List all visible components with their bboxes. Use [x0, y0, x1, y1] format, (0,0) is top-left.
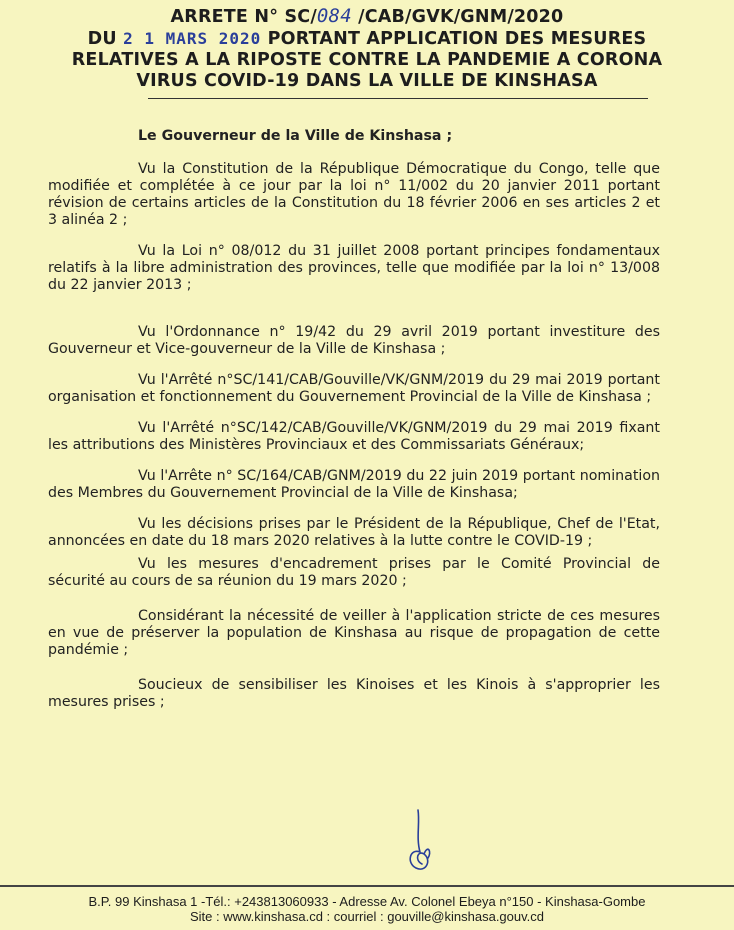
footer-address: B.P. 99 Kinshasa 1 -Tél.: +243813060933 - Adresse Av. Colonel Ebeya n°150 - Kinshasa-Gombe [88, 894, 646, 909]
title-reference: /CAB/GVK/GNM/2020 [351, 7, 564, 27]
paragraph-arrete-141: Vu l'Arrêté n°SC/141/CAB/Gouville/VK/GNM/2019 du 29 mai 2019 portant organisation et fonctionnement du Gouvernement Provincial de la Ville de Kinshasa ; [48, 372, 660, 405]
date-stamp: 2 1 MARS 2020 [123, 29, 262, 48]
title-prefix: ARRETE N° SC/ [170, 7, 317, 27]
title-portant: PORTANT APPLICATION DES MESURES [261, 29, 647, 49]
paragraph-decisions-president: Vu les décisions prises par le Président de la République, Chef de l'Etat, annoncées en date du 18 mars 2020 relatives à la lutte contre le COVID-19 ; [48, 516, 660, 549]
document-title [0, 6, 734, 92]
title-underline [148, 98, 648, 99]
paragraph-comite-provincial: Vu les mesures d'encadrement prises par le Comité Provincial de sécurité au cours de sa réunion du 19 mars 2020 ; [48, 556, 660, 589]
paragraph-soucieux: Soucieux de sensibiliser les Kinoises et les Kinois à s'approprier les mesures prises ; [48, 677, 660, 710]
title-du: DU [87, 29, 124, 49]
paragraph-loi-08-012: Vu la Loi n° 08/012 du 31 juillet 2008 portant principes fondamentaux relatifs à la libre administration des provinces, telle que modifiée par la loi n° 13/008 du 22 janvier 2013 ; [48, 243, 660, 293]
title-line-3: RELATIVES A LA RIPOSTE CONTRE LA PANDEMIE A CORONA [71, 50, 663, 70]
paragraph-constitution: Vu la Constitution de la République Démocratique du Congo, telle que modifiée et complétée à ce jour par la loi n° 11/002 du 20 janvier 2011 portant révision de certains articles de la Constitution du 18 février 2006 en ses articles 2 et 3 alinéa 2 ; [48, 161, 660, 228]
title-line-2 [0, 28, 734, 50]
paragraph-arrete-142: Vu l'Arrêté n°SC/142/CAB/Gouville/VK/GNM/2019 du 29 mai 2019 fixant les attributions des Ministères Provinciaux et des Commissariats Généraux; [48, 420, 660, 453]
paragraph-considerant: Considérant la nécessité de veiller à l'application stricte de ces mesures en vue de préserver la population de Kinshasa au risque de propagation de cette pandémie ; [48, 608, 660, 658]
document-body [48, 128, 660, 711]
initials-signature [398, 808, 448, 878]
paragraph-arrete-164: Vu l'Arrête n° SC/164/CAB/GNM/2019 du 22 juin 2019 portant nomination des Membres du Gouvernement Provincial de la Ville de Kinshasa; [48, 468, 660, 501]
governor-heading: Le Gouverneur de la Ville de Kinshasa ; [138, 128, 453, 144]
title-line-4: VIRUS COVID-19 DANS LA VILLE DE KINSHASA [136, 71, 598, 91]
handwritten-arrete-number: 084 [316, 5, 352, 27]
title-line-1 [0, 6, 734, 28]
footer-rule [0, 885, 734, 887]
footer [0, 894, 734, 924]
paragraph-ordonnance: Vu l'Ordonnance n° 19/42 du 29 avril 2019 portant investiture des Gouverneur et Vice-gouverneur de la Ville de Kinshasa ; [48, 324, 660, 357]
footer-contact: Site : www.kinshasa.cd : courriel : gouville@kinshasa.gouv.cd [189, 909, 544, 924]
